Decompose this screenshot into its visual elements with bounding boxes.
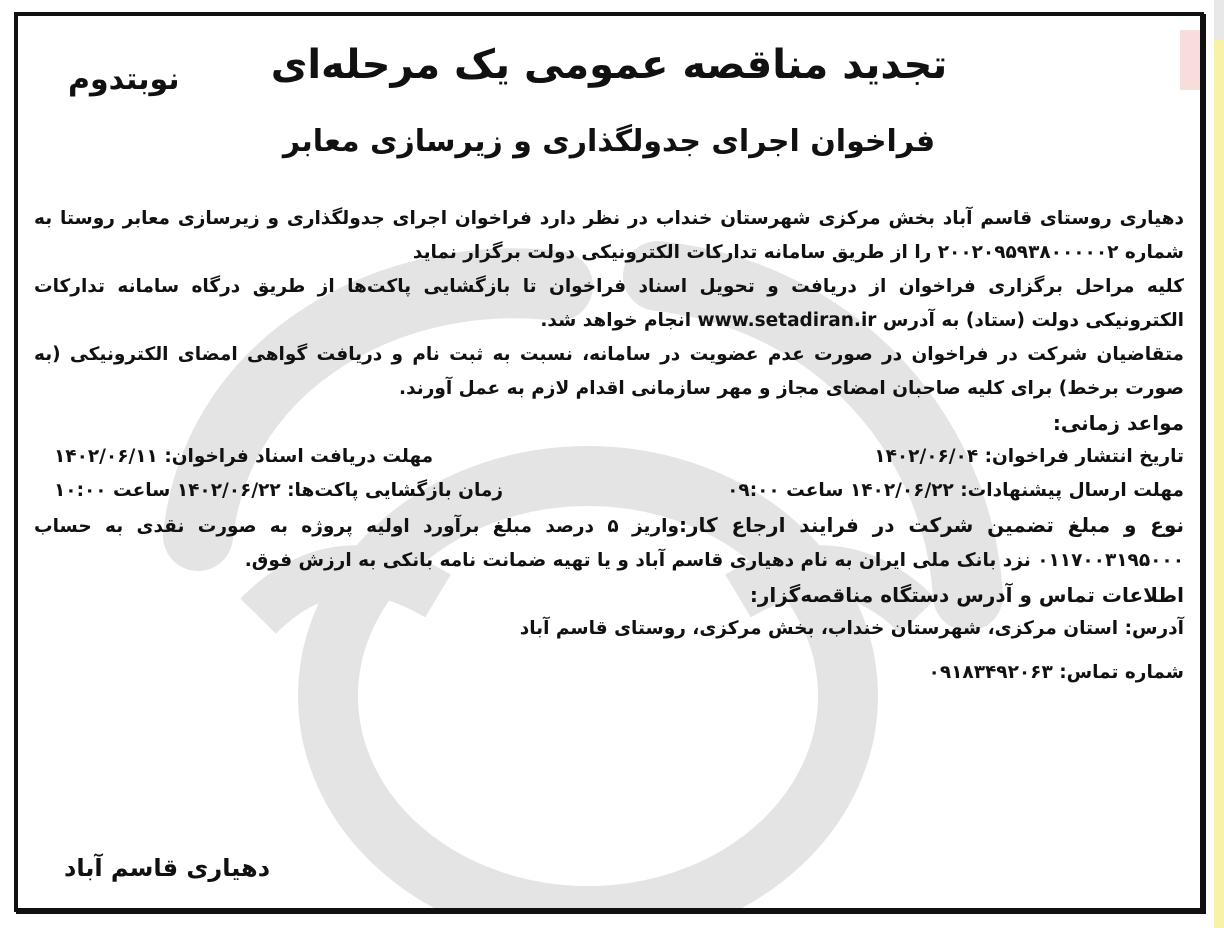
publish-date [874,440,1184,474]
procedure-text-end: انجام خواهد شد. [540,310,692,331]
page-edge-accent [1214,0,1224,928]
publish-date-label: تاریخ انتشار فراخوان: [984,446,1184,467]
tender-notice-frame [14,12,1204,912]
issuer-signature: دهیاری قاسم آباد [64,854,271,882]
registration-paragraph: متقاضیان شرکت در فراخوان در صورت عدم عضویت در سامانه، نسبت به ثبت نام و دریافت گواهی امضای الکترونیکی (به صورت برخط) برای کلیه صاحبان امضای مجاز و مهر سازمانی اقدام لازم به عمل آورند. [34,344,1184,399]
phone-value: ۰۹۱۸۳۴۹۲۰۶۳ [928,662,1053,683]
publish-date-value: ۱۴۰۲/۰۶/۰۴ [874,446,979,467]
docs-deadline [54,440,433,474]
opening-time-label: زمان بازگشایی پاکت‌ها: [287,480,504,501]
guarantee-paragraph [34,508,1184,578]
docs-deadline-label: مهلت دریافت اسناد فراخوان: [164,446,434,467]
procedure-text: کلیه مراحل برگزاری فراخوان از دریافت و تحویل اسناد فراخوان تا بازگشایی پاکت‌ها از طریق درگاه سامانه تدارکات الکترونیکی دولت (ستاد) به آدرس [34,276,1184,331]
schedule-heading: مواعد زمانی: [1052,411,1184,435]
address-line [34,612,1184,646]
round-label: نوبت [125,62,180,97]
docs-deadline-value: ۱۴۰۲/۰۶/۱۱ [54,446,158,467]
procedure-paragraph [34,270,1184,338]
notice-subtitle: فراخوان اجرای جدولگذاری و زیرسازی معابر [282,124,936,159]
opening-time [54,474,503,508]
address-label: آدرس: [1124,618,1184,639]
round-value: دوم [68,62,126,97]
guarantee-label: نوع و مبلغ تضمین شرکت در فرایند ارجاع کار: [678,513,1185,537]
submission-deadline [727,474,1184,508]
setad-url-link[interactable]: www.setadiran.ir [697,310,877,331]
opening-time-value: ۱۴۰۲/۰۶/۲۲ ساعت ۱۰:۰۰ [54,480,281,501]
submission-deadline-value: ۱۴۰۲/۰۶/۲۲ ساعت ۰۹:۰۰ [727,480,954,501]
intro-paragraph: دهیاری روستای قاسم آباد بخش مرکزی شهرستان خنداب در نظر دارد فراخوان اجرای جدولگذاری و زیرسازی معابر روستا به شماره ۲۰۰۲۰۹۵۹۳۸۰۰۰۰۰۲ را از طریق سامانه تدارکات الکترونیکی دولت برگزار نماید [34,208,1184,263]
phone-label: شماره تماس: [1059,662,1184,683]
publication-round [68,62,180,97]
guarantee-text: واریز ۵ درصد مبلغ برآورد اولیه پروژه به صورت نقدی به حساب ۰۱۱۷۰۰۳۱۹۵۰۰۰ نزد بانک ملی ایران به نام دهیاری قاسم آباد و یا تهیه ضمانت نامه بانکی به ارزش فوق. [34,516,1184,571]
notice-title: تجدید مناقصه عمومی یک مرحله‌ای [270,42,948,88]
address-value: استان مرکزی، شهرستان خنداب، بخش مرکزی، روستای قاسم آباد [519,618,1119,639]
notice-body [34,202,1184,690]
phone-line [34,656,1184,690]
schedule-row-2 [34,474,1184,508]
contact-heading: اطلاعات تماس و آدرس دستگاه مناقصه‌گزار: [749,583,1184,607]
schedule-row-1 [34,440,1184,474]
submission-deadline-label: مهلت ارسال پیشنهادات: [960,480,1184,501]
